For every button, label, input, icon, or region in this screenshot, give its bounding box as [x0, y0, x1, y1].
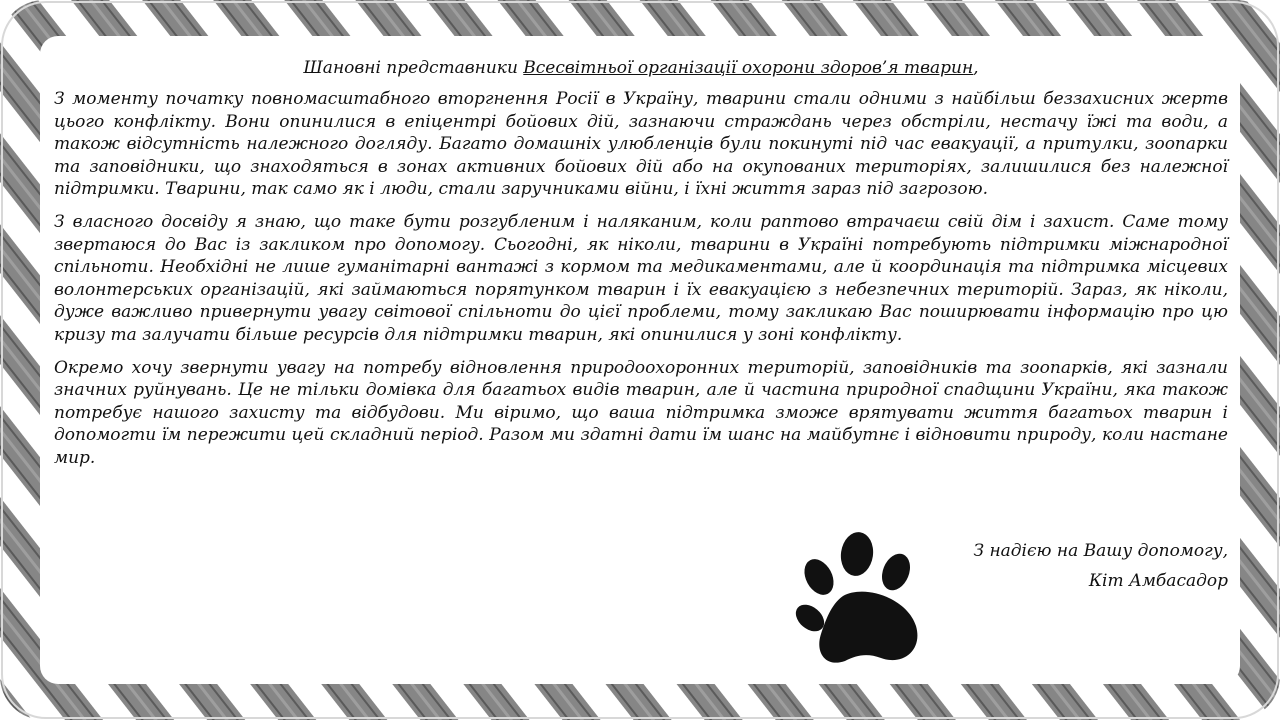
salutation-suffix: ,: [973, 58, 979, 78]
paragraph-1: З моменту початку повномасштабного вторгнення Росії в Україну, тварини стали одними з найбільш беззахисних жертв цього конфлікту. Вони опинилися в епіцентрі бойових дій, зазнаючи страждань через обстріли, нестачу їжі та води, а також відсутність належного догляду. Багато домашніх улюбленців були покинуті під час евакуації, а притулки, зоопарки та заповідники, що знаходяться в зонах активних бойових дій або на окупованих територіях, залишилися без належної підтримки. Тварини, так само як і люди, стали заручниками війни, і їхні життя зараз під загрозою.: [54, 89, 1228, 200]
organization-name: Всесвітньої організації охорони здоров’я тварин: [523, 58, 974, 78]
salutation-prefix: Шановні представники: [303, 58, 524, 78]
closing-line: З надією на Вашу допомогу,: [973, 541, 1228, 561]
letter-body: [54, 56, 1228, 480]
salutation: [54, 56, 1228, 80]
letter-closing: [973, 536, 1228, 596]
paw-print-icon: [795, 532, 925, 664]
paragraph-3: Окремо хочу звернути увагу на потребу відновлення природоохоронних територій, заповідників та зоопарків, які зазнали значних руйнувань. Це не тільки домівка для багатьох видів тварин, але й частина природної спадщини України, яка також потребує нашого захисту та відбудови. Ми віримо, що ваша підтримка зможе врятувати життя багатьох тварин і допомогти їм пережити цей складний період. Разом ми здатні дати їм шанс на майбутнє і відновити природу, коли настане мир.: [54, 357, 1228, 468]
paragraph-2: З власного досвіду я знаю, що таке бути розгубленим і наляканим, коли раптово втрачаєш свій дім і захист. Саме тому звертаюся до Вас із закликом про допомогу. Сьогодні, як ніколи, тварини в Україні потребують підтримки міжнародної спільноти. Необхідні не лише гуманітарні вантажі з кормом та медикаментами, але й координація та підтримка місцевих волонтерських організацій, які займаються порятунком тварин і їх евакуацією з небезпечних територій. Зараз, як ніколи, дуже важливо привернути увагу світової спільноти до цієї проблеми, тому закликаю Вас поширювати інформацію про цю кризу та залучати більше ресурсів для підтримки тварин, які опинилися у зоні конфлікту.: [54, 211, 1228, 345]
signature: Кіт Амбасадор: [1088, 571, 1228, 591]
